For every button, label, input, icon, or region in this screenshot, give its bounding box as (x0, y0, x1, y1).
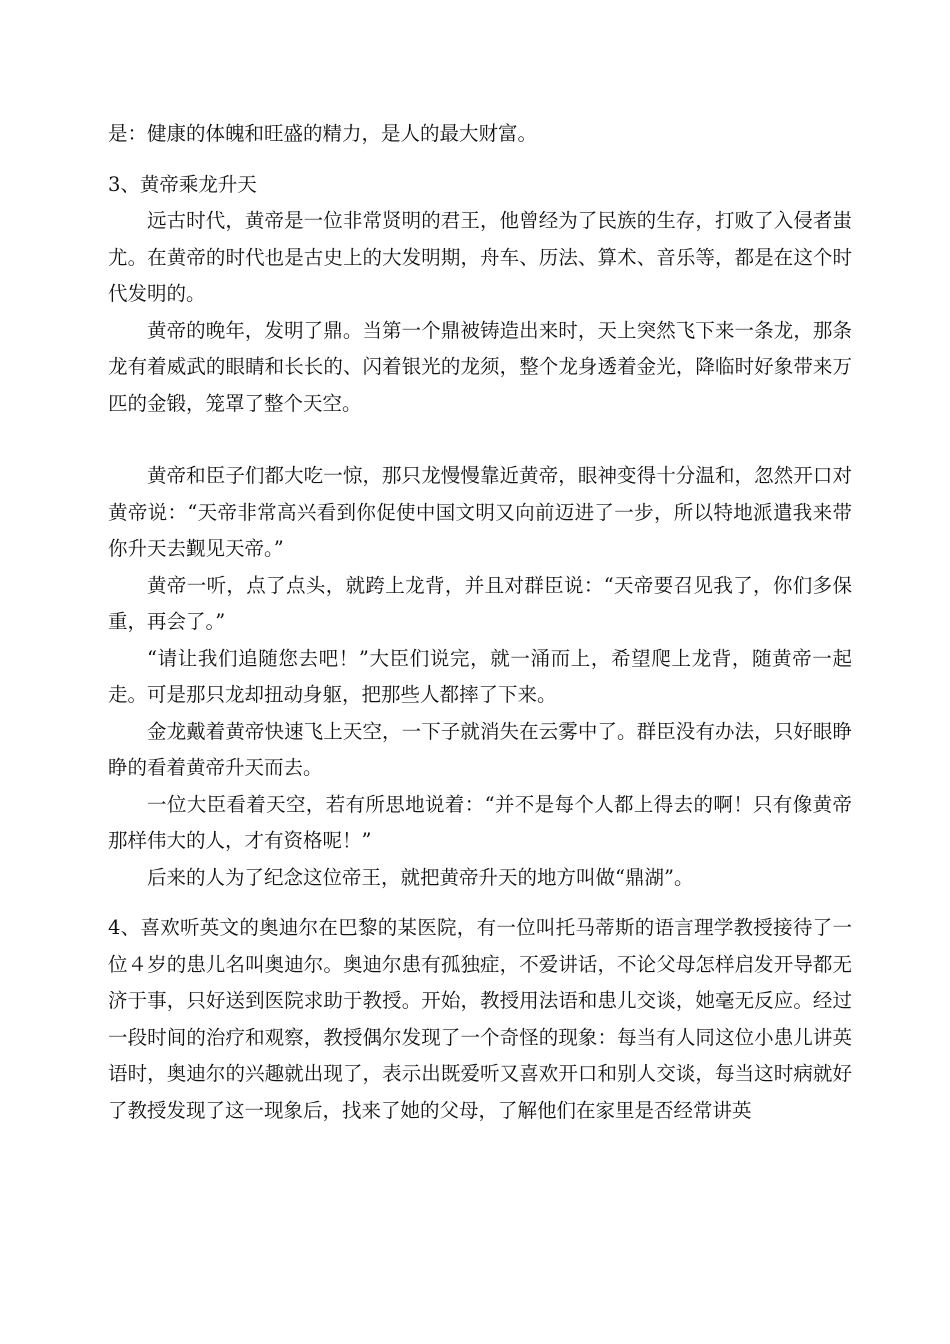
paragraph-continuation: 是：健康的体魄和旺盛的精力，是人的最大财富。 (108, 122, 538, 145)
paragraph-huangdi-replies: 黄帝一听，点了点头，就跨上龙背，并且对群臣说：“天帝要召见我了，你们多保重，再会了。” (108, 573, 852, 633)
paragraph-ministers: “请让我们追随您去吧！”大臣们说完，就一涌而上，希望爬上龙背，随黄帝一起走。可是那只龙却扭动身躯，把那些人都摔了下来。 (108, 646, 852, 706)
paragraph-intro: 远古时代，黄帝是一位非常贤明的君王，他曾经为了民族的生存，打败了入侵者蚩尤。在黄帝的时代也是古史上的大发明期，舟车、历法、算术、音乐等，都是在这个时代发明的。 (108, 209, 852, 305)
paragraph-dragon-speaks: 黄帝和臣子们都大吃一惊，那只龙慢慢靠近黄帝，眼神变得十分温和，忽然开口对黄帝说：“天帝非常高兴看到你促使中国文明又向前迈进了一步，所以特地派遣我来带你升天去觐见天帝。” (108, 464, 852, 560)
paragraph-ascend: 金龙戴着黄帝快速飞上天空，一下子就消失在云雾中了。群臣没有办法，只好眼睁睁的看着黄帝升天而去。 (108, 719, 852, 779)
paragraph-minister-remark: 一位大臣看着天空，若有所思地说着：“并不是每个人都上得去的啊！只有像黄帝那样伟大的人，才有资格呢！” (108, 792, 852, 852)
section-paragraph-4: 4、喜欢听英文的奥迪尔在巴黎的某医院，有一位叫托马蒂斯的语言理学教授接待了一位４岁的患儿名叫奥迪尔。奥迪尔患有孤独症，不爱讲话，不论父母怎样启发开导都无济于事，只好送到医院求助于教授。开始，教授用法语和患儿交谈，她毫无反应。经过一段时间的治疗和观察，教授偶尔发现了一个奇怪的现象：每当有人同这位小患儿讲英语时，奥迪尔的兴趣就出现了，表示出既爱听又喜欢开口和别人交谈，每当这时病就好了教授发现了这一现象后，找来了她的父母，了解他们在家里是否经常讲英 (108, 916, 852, 1122)
paragraph-ding: 黄帝的晚年，发明了鼎。当第一个鼎被铸造出来时，天上突然飞下来一条龙，那条龙有着威武的眼睛和长长的、闪着银光的龙须，整个龙身透着金光，降临时好象带来万匹的金锻，笼罩了整个天空。 (108, 318, 852, 415)
section-heading-3: 3、黄帝乘龙升天 (108, 172, 257, 196)
document-body (108, 116, 852, 1129)
paragraph-dinghu: 后来的人为了纪念这位帝王，就把黄帝升天的地方叫做“鼎湖”。 (147, 865, 694, 889)
